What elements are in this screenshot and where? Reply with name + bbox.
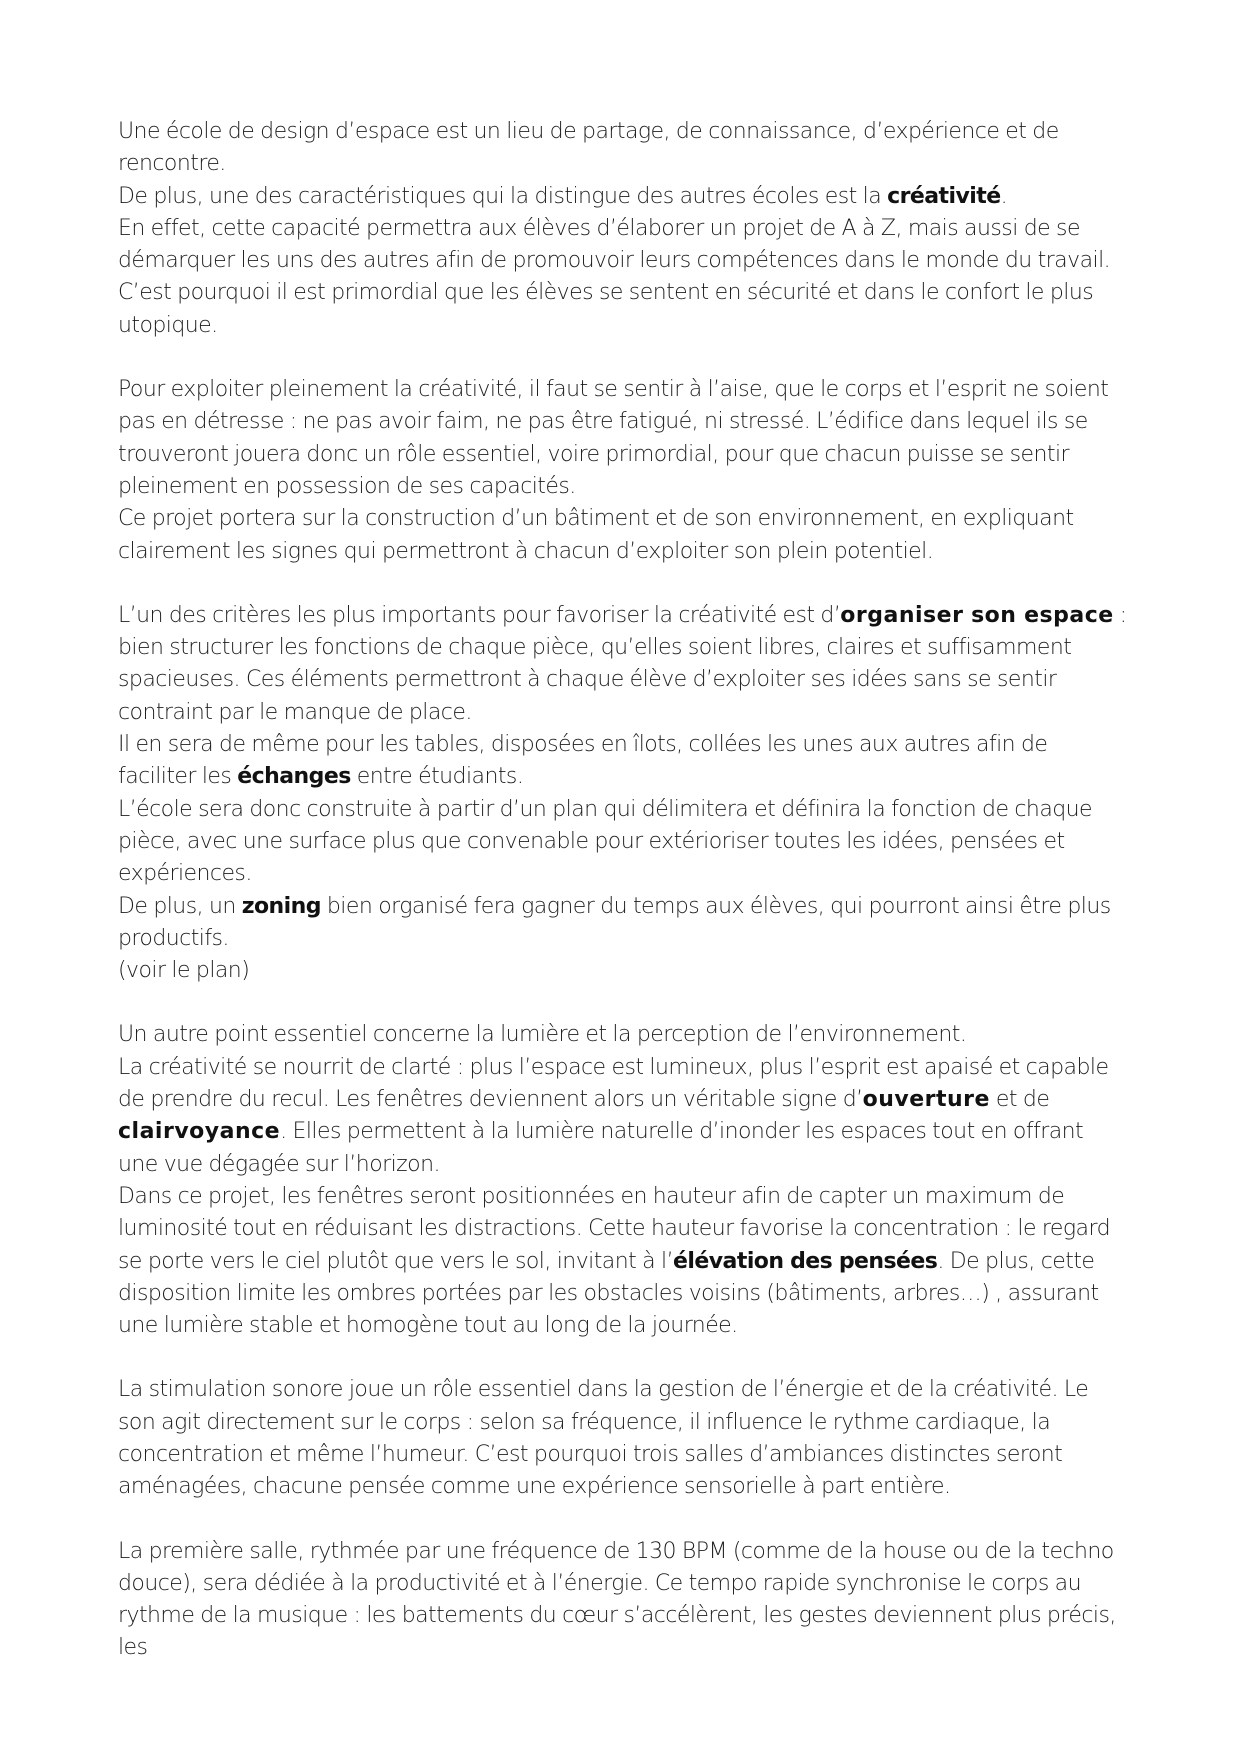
text-run: Il en sera de même pour les tables, disposées en îlots, collées les unes aux autres afin de faciliter les: [118, 732, 1048, 790]
text-line: En effet, cette capacité permettra aux élèves d’élaborer un projet de A à Z, mais aussi de se démarquer les uns des autres afin de promouvoir leurs compétences dans le monde du travail.: [118, 215, 1111, 274]
text-run: .: [1000, 183, 1008, 209]
text-line: L’école sera donc construite à partir d’un plan qui délimitera et définira la fonction de chaque pièce, avec une surface plus que convenable pour extérioriser toutes les idées, pensées et expériences.: [118, 796, 1093, 887]
paragraph-first-room: [118, 1536, 1128, 1665]
bold-term-ouverture: ouverture: [862, 1087, 990, 1113]
text-run: Dans ce projet, les fenêtres seront positionnées en hauteur afin de capter un maximum de luminosité tout en réduisant les distractions. Cette hauteur favorise la concentration : le regard se porte vers le ciel plutôt que vers le sol, invitant à l’: [118, 1183, 1110, 1274]
paragraph-intro: [118, 116, 1128, 342]
text-run: . De plus, cette disposition limite les ombres portées par les obstacles voisins (bâtiments, arbres…) , assurant une lumière stable et homogène tout au long de la journée.: [118, 1248, 1099, 1339]
text-line: La stimulation sonore joue un rôle essentiel dans la gestion de l’énergie et de la créativité. Le son agit directement sur le corps : selon sa fréquence, il influence le rythme cardiaque, la concentration et même l’humeur. C’est pourquoi trois salles d’ambiances distinctes seront aménagées, chacune pensée comme une expérience sensorielle à part entière.: [118, 1377, 1089, 1500]
text-line: La première salle, rythmée par une fréquence de 130 BPM (comme de la house ou de la techno douce), sera dédiée à la productivité et à l’énergie. Ce tempo rapide synchronise le corps au rythme de la musique : les battements du cœur s’accélèrent, les gestes deviennent plus précis, les: [118, 1538, 1116, 1661]
text-run: De plus, un: [118, 893, 242, 919]
text-run: La créativité se nourrit de clarté : plus l’espace est lumineux, plus l’esprit est apaisé et capable de prendre du recul. Les fenêtres deviennent alors un véritable signe d’: [118, 1054, 1109, 1113]
text-run: entre étudiants.: [350, 764, 524, 790]
paragraph-sound: [118, 1374, 1128, 1503]
text-run: : bien structurer les fonctions de chaque pièce, qu’elles soient libres, claires et suffisamment spacieuses. Ces éléments permettront à chaque élève d’exploiter ses idées sans se sentir contraint par le manque de place.: [118, 602, 1127, 725]
text-run: L’un des critères les plus importants pour favoriser la créativité est d’: [118, 602, 841, 628]
text-run: bien organisé fera gagner du temps aux élèves, qui pourront ainsi être plus productifs.: [118, 893, 1111, 951]
text-run: De plus, une des caractéristiques qui la distingue des autres écoles est la: [118, 183, 888, 209]
document-body: [118, 116, 1128, 1665]
bold-term-zoning: zoning: [241, 893, 321, 919]
paragraph-space: [118, 600, 1128, 988]
text-run: . Elles permettent à la lumière naturelle d’inonder les espaces tout en offrant une vue dégagée sur l’horizon.: [118, 1119, 1084, 1177]
plan-reference: (voir le plan): [118, 958, 250, 984]
paragraph-comfort: [118, 374, 1128, 568]
text-run: et de: [989, 1087, 1050, 1113]
text-line: Une école de design d’espace est un lieu de partage, de connaissance, d’expérience et de rencontre.: [118, 119, 1059, 177]
bold-term-echanges: échanges: [237, 764, 351, 790]
bold-term-organiser-son-espace: organiser son espace: [840, 602, 1114, 628]
text-line: Ce projet portera sur la construction d’un bâtiment et de son environnement, en expliquant clairement les signes qui permettront à chacun d’exploiter son plein potentiel.: [118, 506, 1074, 564]
bold-term-clairvoyance: clairvoyance: [118, 1119, 281, 1145]
bold-term-creativite: créativité: [887, 183, 1001, 209]
text-line: C’est pourquoi il est primordial que les élèves se sentent en sécurité et dans le confort le plus utopique.: [118, 280, 1094, 338]
paragraph-light: [118, 1019, 1128, 1342]
text-line: Un autre point essentiel concerne la lumière et la perception de l’environnement.: [118, 1022, 967, 1048]
text-line: Pour exploiter pleinement la créativité, il faut se sentir à l’aise, que le corps et l’esprit ne soient pas en détresse : ne pas avoir faim, ne pas être fatigué, ni stressé. L’édifice dans lequel ils se trouveront jouera donc un rôle essentiel, voire primordial, pour que chacun puisse se sentir pleinement en possession de ses capacités.: [118, 377, 1109, 499]
bold-term-elevation-des-pensees: élévation des pensées: [673, 1248, 938, 1274]
